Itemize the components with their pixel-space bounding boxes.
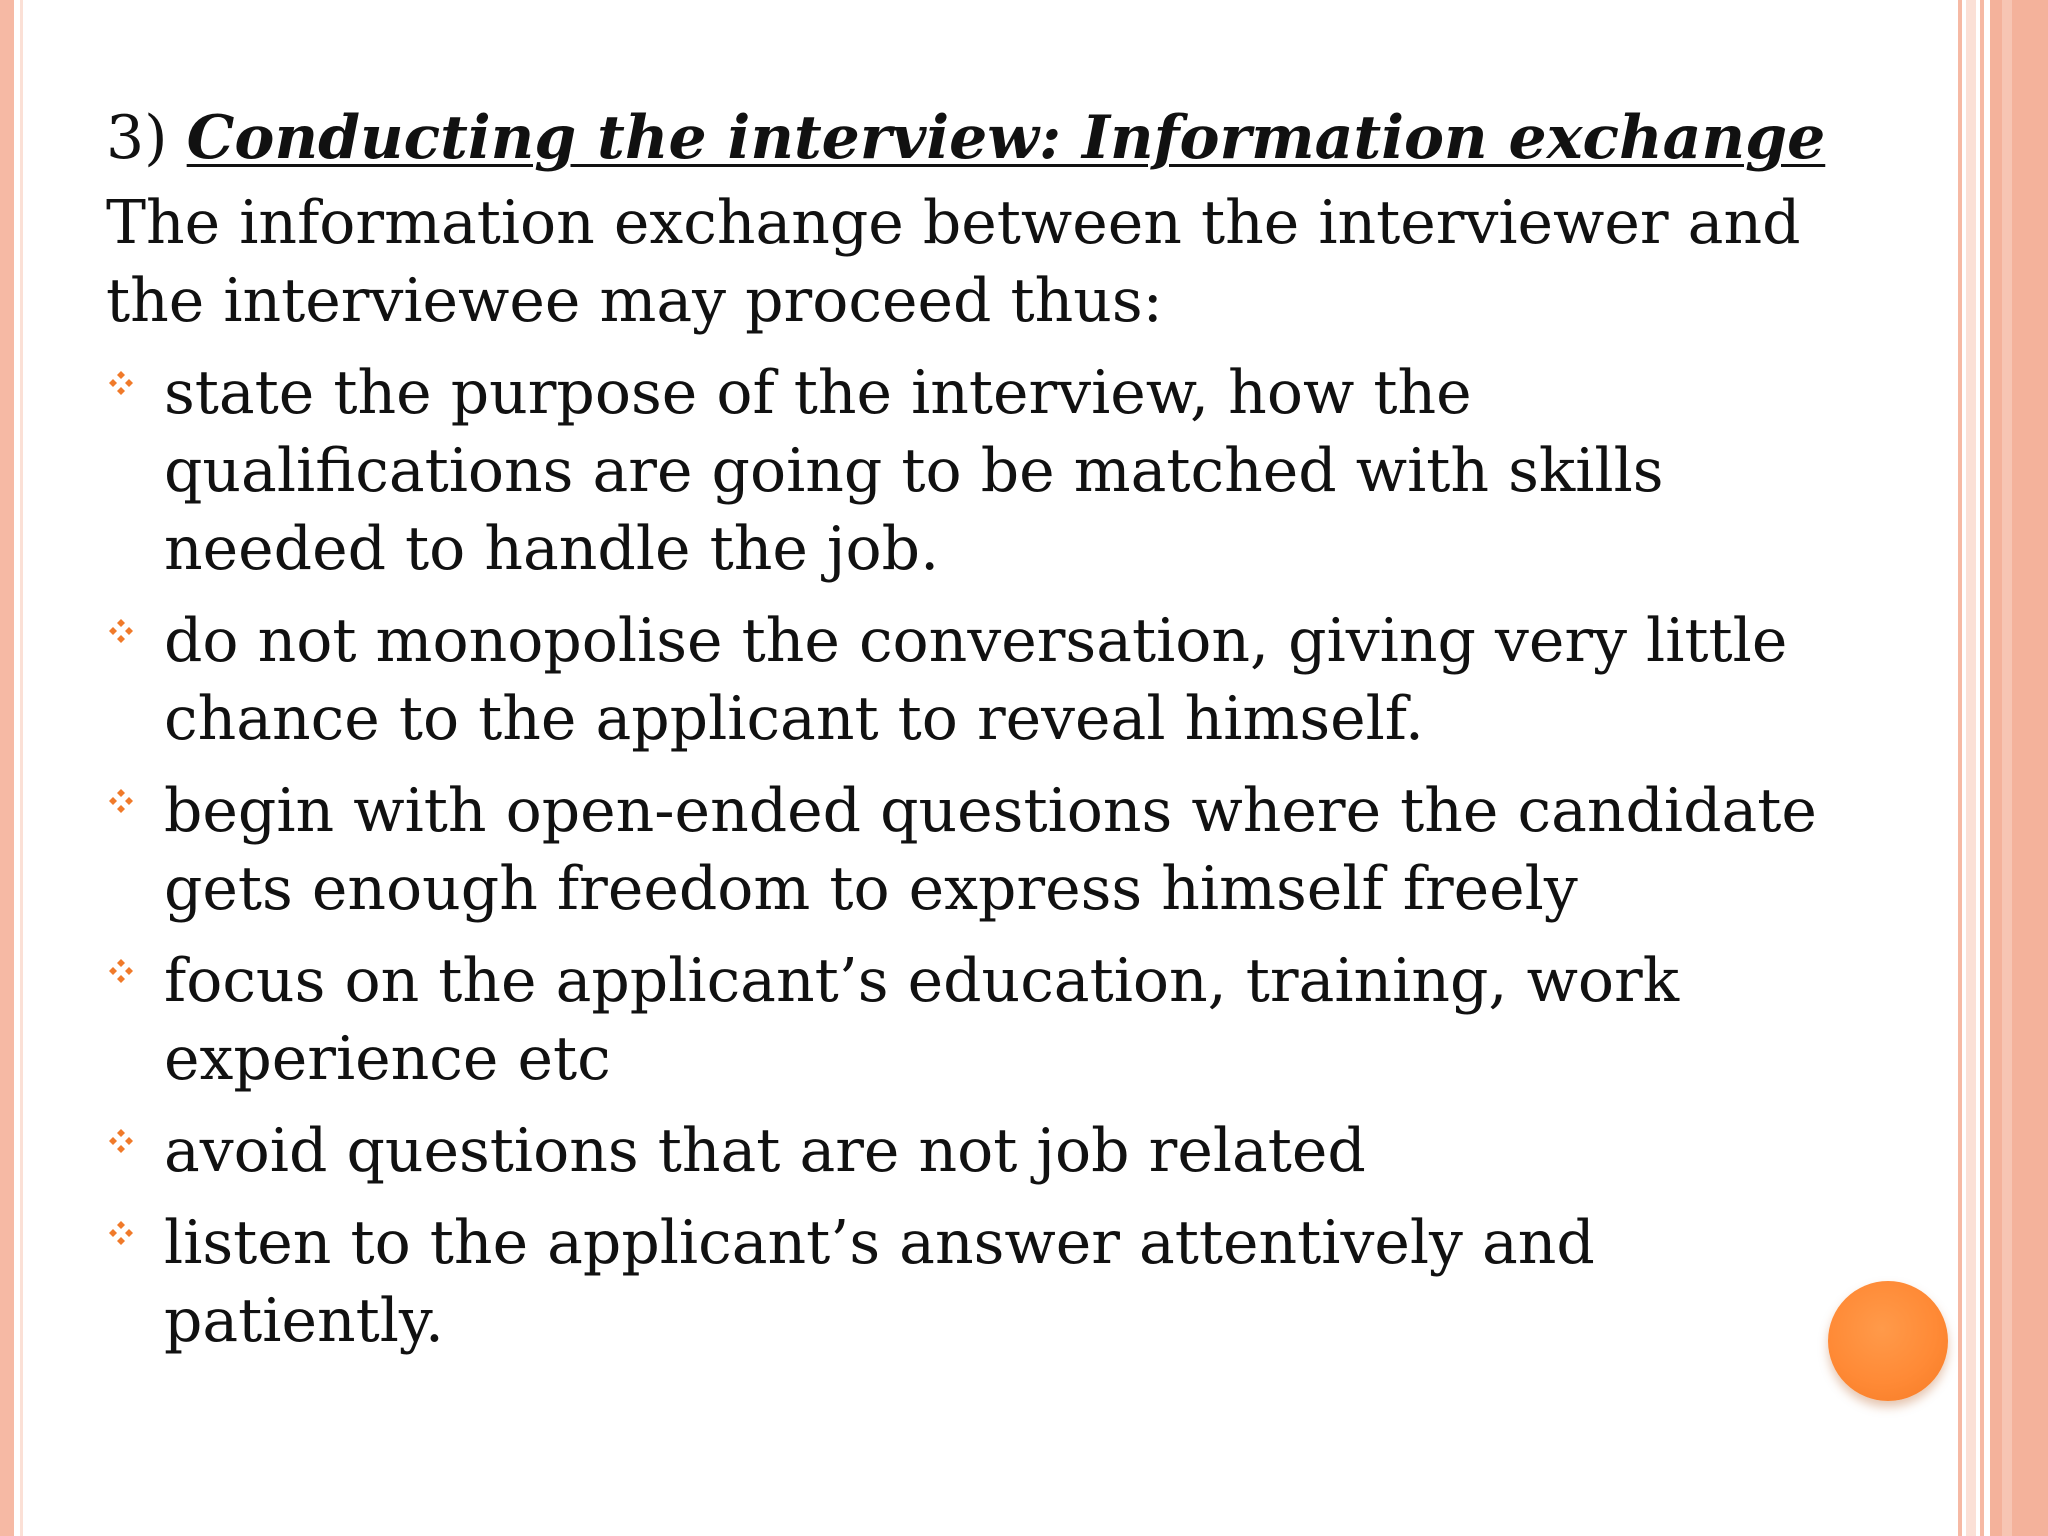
four-diamond-bullet-icon <box>108 370 134 396</box>
list-item <box>106 772 1886 928</box>
list-item <box>106 354 1886 588</box>
four-diamond-bullet-icon <box>108 618 134 644</box>
bullet-text: focus on the applicant’s education, training, work experience etc <box>164 946 1680 1094</box>
list-item <box>106 942 1886 1098</box>
bullet-text: begin with open-ended questions where the candidate gets enough freedom to express himself freely <box>164 776 1817 924</box>
heading-title: Conducting the interview: Information exchange <box>186 103 1826 173</box>
bullet-text: avoid questions that are not job related <box>164 1116 1366 1186</box>
bullet-list <box>106 354 1886 1360</box>
bullet-text: do not monopolise the conversation, giving very little chance to the applicant to reveal himself. <box>164 606 1788 754</box>
right-border-band <box>1990 0 2048 1536</box>
right-border-line <box>1980 0 1984 1536</box>
four-diamond-bullet-icon <box>108 1128 134 1154</box>
list-item <box>106 602 1886 758</box>
right-border-line <box>1958 0 1962 1536</box>
slide-content <box>106 92 1886 1374</box>
bullet-text: state the purpose of the interview, how the qualifications are going to be matched with skills needed to handle the job. <box>164 358 1664 584</box>
four-diamond-bullet-icon <box>108 788 134 814</box>
bullet-text: listen to the applicant’s answer attentively and patiently. <box>164 1208 1595 1356</box>
heading-number: 3) <box>106 103 168 173</box>
slide-heading <box>106 92 1886 184</box>
list-item <box>106 1112 1886 1190</box>
intro-paragraph: The information exchange between the interviewer and the interviewee may proceed thus: <box>106 188 1801 336</box>
left-border-stripe <box>0 0 14 1536</box>
four-diamond-bullet-icon <box>108 958 134 984</box>
left-border-line <box>20 0 23 1536</box>
right-border-line <box>1966 0 1976 1536</box>
four-diamond-bullet-icon <box>108 1220 134 1246</box>
list-item <box>106 1204 1886 1360</box>
right-border-band-inner <box>2002 0 2012 1536</box>
